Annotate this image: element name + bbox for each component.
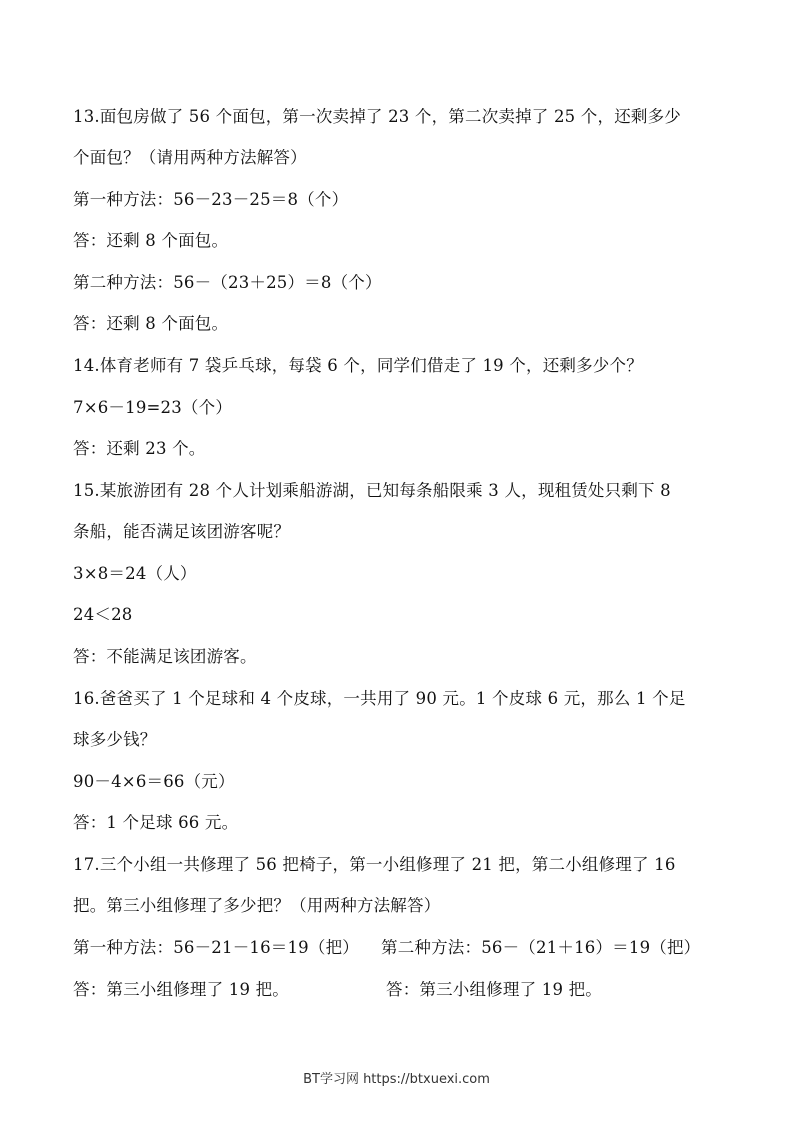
problem-13-answer-2: 答：还剩 8 个面包。 xyxy=(73,314,229,333)
problem-16-question-line-2: 球多少钱？ xyxy=(73,730,157,749)
problem-16-calc: 90－4×6＝66（元） xyxy=(73,772,235,791)
problem-17-answer-2: 答：第三小组修理了 19 把。 xyxy=(386,980,602,999)
footer-watermark: BT学习网 https://btxuexi.com xyxy=(303,1072,490,1087)
problem-16-answer: 答：1 个足球 66 元。 xyxy=(73,813,239,832)
problem-14-calc: 7×6－19=23（个） xyxy=(73,398,233,417)
problem-14-question: 14.体育老师有 7 袋乒乓球，每袋 6 个，同学们借走了 19 个，还剩多少个？ xyxy=(73,356,643,375)
problem-13-question-line-2: 个面包？（请用两种方法解答） xyxy=(73,148,307,167)
problem-15-calc-2: 24＜28 xyxy=(73,605,133,624)
problem-15-question-line-2: 条船，能否满足该团游客呢？ xyxy=(73,522,291,541)
problem-17-question-line-1: 17.三个小组一共修理了 56 把椅子，第一小组修理了 21 把，第二小组修理了 16 xyxy=(73,855,676,874)
problem-17-answer-1: 答：第三小组修理了 19 把。 xyxy=(73,980,289,999)
problem-15-calc-1: 3×8＝24（人） xyxy=(73,564,197,583)
problem-16-question-line-1: 16.爸爸买了 1 个足球和 4 个皮球，一共用了 90 元。1 个皮球 6 元，那么 1 个足 xyxy=(73,689,686,708)
problem-13-method-2: 第二种方法：56－（23＋25）＝8（个） xyxy=(73,273,382,292)
problem-17-method-1: 第一种方法：56－21－16＝19（把） xyxy=(73,938,359,957)
problem-13-question-line-1: 13.面包房做了 56 个面包，第一次卖掉了 23 个，第二次卖掉了 25 个，还剩多少 xyxy=(73,107,681,126)
problem-14-answer: 答：还剩 23 个。 xyxy=(73,439,206,458)
problem-13-method-1: 第一种方法：56－23－25＝8（个） xyxy=(73,190,349,209)
problem-13-answer-1: 答：还剩 8 个面包。 xyxy=(73,231,229,250)
problem-15-answer: 答：不能满足该团游客。 xyxy=(73,647,257,666)
problem-15-question-line-1: 15.某旅游团有 28 个人计划乘船游湖，已知每条船限乘 3 人，现租赁处只剩下 8 xyxy=(73,481,671,500)
problem-17-method-2: 第二种方法：56－（21＋16）＝19（把） xyxy=(381,938,701,957)
problem-17-question-line-2: 把。第三小组修理了多少把？（用两种方法解答） xyxy=(73,896,441,915)
